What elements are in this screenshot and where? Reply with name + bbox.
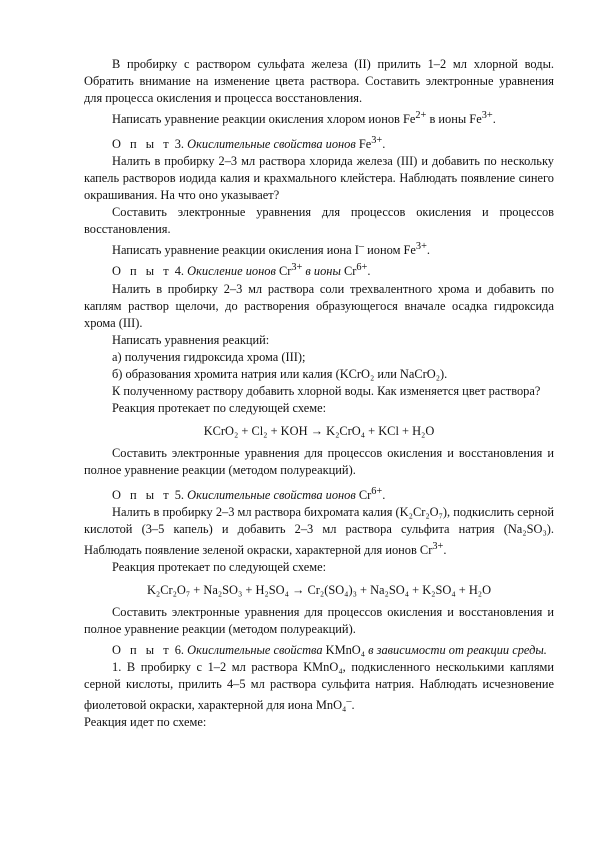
paragraph: б) образования хромита натрия или калия (KCrO₂ или NaCrO₂).	[112, 366, 448, 381]
experiment-label: О п ы т	[112, 264, 172, 279]
text: .	[382, 487, 386, 502]
experiment-number: 5.	[171, 487, 188, 502]
experiment-title: в ионы	[302, 264, 344, 279]
text: Написать уравнение реакции окисления хлором ионов Fe	[112, 112, 416, 127]
paragraph	[84, 504, 554, 559]
compound: KMnO₄	[325, 642, 366, 657]
experiment-title: Окислительные свойства ионов	[187, 487, 359, 502]
experiment-title: Окислительные свойства ионов	[187, 137, 359, 152]
superscript: 3+	[432, 540, 444, 552]
text: .	[492, 112, 496, 127]
paragraph: К полученному раствору добавить хлорной воды. Как изменяется цвет раствора?	[112, 383, 541, 398]
ion: Cr	[358, 487, 372, 502]
paragraph: Реакция протекает по следующей схеме:	[112, 559, 327, 574]
text: .	[382, 137, 386, 152]
paragraph: Составить электронные уравнения для процессов окисления и процессов восстановления.	[84, 205, 554, 237]
text: ионом Fe	[364, 243, 416, 258]
paragraph: Реакция протекает по следующей схеме:	[112, 400, 327, 415]
text: Налить в пробирку 2–3 мл раствора бихромата калия (K₂Cr₂O₇), подкислить серной кислотой (3–5 капель) и добавить 2–3 мл раствора сульфита натрия (Na₂SO₃). Наблюдать появление зеленой окраски, характерной для ионов Cr	[84, 504, 554, 557]
ion: Cr	[278, 264, 292, 279]
paragraph: В пробирку с раствором сульфата железа (II) прилить 1–2 мл хлорной воды. Обратить внимание на изменение цвета раствора. Составить электронные уравнения для процесса окисления и процесса восстановления.	[84, 57, 554, 105]
paragraph: Налить в пробирку 2–3 мл раствора соли трехвалентного хрома и добавить по каплям раствор щелочи, до растворения образующегося вначале осадка гидроксида хрома (III).	[84, 281, 554, 330]
superscript: 2+	[415, 110, 427, 121]
paragraph: Налить в пробирку 2–3 мл раствора хлорида железа (III) и добавить по нескольку капель растворов иодида калия и крахмального клейстера. Наблюдать появление синего окрашивания. На что оно указывает?	[84, 154, 554, 203]
ion: Fe	[358, 137, 372, 152]
paragraph	[84, 107, 554, 128]
superscript: 3+	[371, 135, 383, 147]
experiment-number: 3.	[171, 137, 188, 152]
experiment-number: 6.	[171, 642, 188, 657]
experiment-4-heading	[84, 259, 554, 280]
experiment-6-heading	[84, 642, 554, 659]
experiment-5-heading	[84, 483, 554, 504]
text: .	[426, 243, 431, 258]
experiment-title: Окислительные свойства	[187, 642, 326, 657]
superscript: 6+	[356, 262, 368, 274]
equation: K₂Cr₂O₇ + Na₂SO₃ + H₂SO₄ → Cr₂(SO₄)₃ + Na₂SO₄ + K₂SO₄ + H₂O	[146, 582, 492, 597]
experiment-label: О п ы т	[112, 137, 172, 152]
experiment-title: Окисление ионов	[187, 264, 279, 279]
paragraph: Составить электронные уравнения для процессов окисления и восстановления и полное уравнение реакции (методом полуреакций).	[84, 445, 554, 477]
experiment-label: О п ы т	[112, 487, 172, 502]
text: 1. В пробирку с 1–2 мл раствора KMnO₄, подкисленного несколькими каплями серной кислоты, прилить 4–5 мл раствора сульфита натрия. Наблюдать исчезновение фиолетовой окраски, характерной для иона MnO₄	[84, 659, 554, 712]
paragraph: а) получения гидроксида хрома (III);	[112, 349, 306, 364]
experiment-title: в зависимости от реакции среды.	[365, 642, 547, 657]
experiment-label: О п ы т	[112, 642, 172, 657]
superscript: 3+	[415, 241, 427, 253]
experiment-number: 4.	[171, 264, 188, 279]
ion: Cr	[343, 264, 357, 279]
experiment-3-heading	[84, 132, 554, 153]
paragraph: Реакция идет по схеме:	[84, 714, 207, 729]
superscript: 3+	[481, 110, 493, 121]
superscript: 6+	[371, 485, 383, 497]
superscript: –	[346, 695, 352, 707]
superscript: 3+	[291, 262, 303, 274]
document-page	[84, 56, 554, 731]
text: в ионы Fe	[426, 112, 482, 127]
paragraph	[84, 238, 554, 259]
text: .	[351, 697, 355, 712]
text: .	[443, 542, 447, 557]
equation: KCrO₂ + Cl₂ + KOH → K₂CrO₄ + KCl + H₂O	[203, 423, 435, 438]
paragraph: Написать уравнения реакций:	[112, 332, 270, 347]
text: Написать уравнение реакции окисления иона I	[112, 243, 359, 258]
superscript: –	[358, 241, 365, 253]
text: .	[367, 264, 371, 279]
paragraph	[84, 659, 554, 714]
paragraph: Составить электронные уравнения для процессов окисления и восстановления и полное уравнение реакции (методом полуреакций).	[84, 604, 554, 636]
